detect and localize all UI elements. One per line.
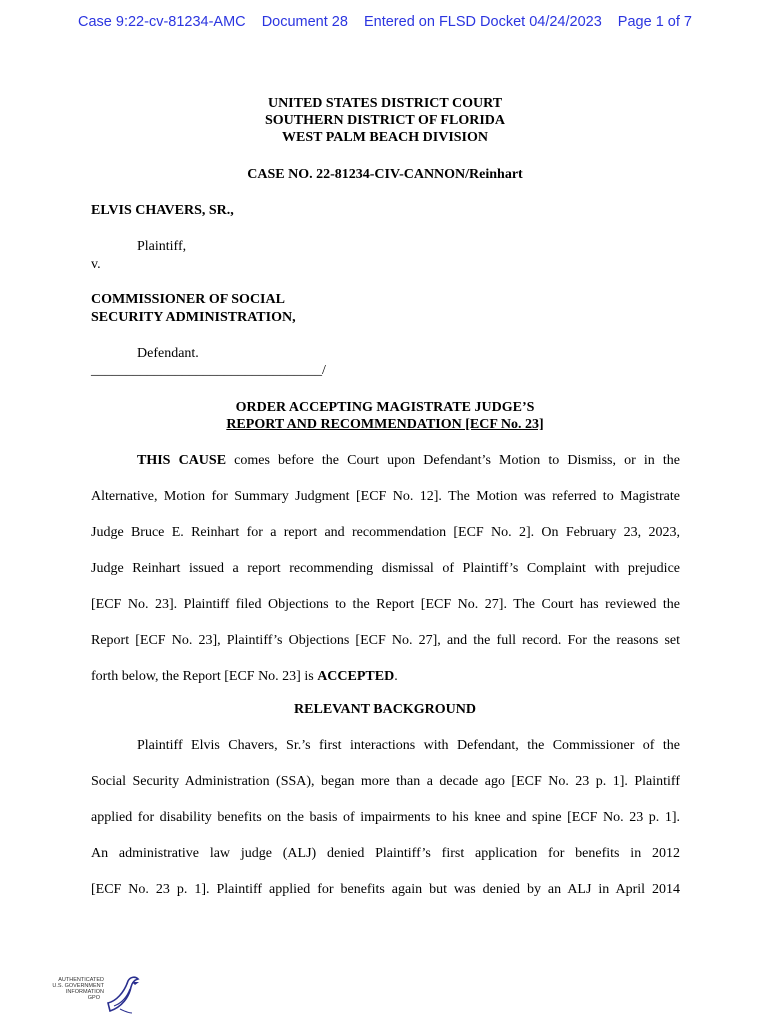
paragraph-intro [91, 452, 680, 704]
case-number: CASE NO. 22-81234-CIV-CANNON/Reinhart [247, 167, 523, 182]
paragraph-line: Judge Bruce E. Reinhart for a report and recommendation [ECF No. 2]. On February 23, 2023, [91, 525, 680, 540]
paragraph-line: Judge Reinhart issued a report recommending dismissal of Plaintiff’s Complaint with prejudice [91, 561, 680, 576]
gpo-line-2: U.S. GOVERNMENT [52, 983, 104, 989]
paragraph-line: applied for disability benefits on the basis of impairments to his knee and spine [ECF No. 23 p. 1]. [91, 810, 680, 825]
paragraph-line: An administrative law judge (ALJ) denied Plaintiff’s first application for benefits in 2012 [91, 846, 680, 861]
paragraph-line [91, 668, 680, 704]
gpo-line-3: INFORMATION [65, 989, 104, 995]
paragraph-line: [ECF No. 23]. Plaintiff filed Objections to the Report [ECF No. 27]. The Court has reviewed the [91, 597, 680, 612]
paragraph-text: . [394, 669, 398, 684]
header-page-count: Page 1 of 7 [617, 14, 692, 30]
paragraph-line: Social Security Administration (SSA), began more than a decade ago [ECF No. 23 p. 1]. Plaintiff [91, 774, 680, 789]
court-line-3: WEST PALM BEACH DIVISION [281, 130, 489, 145]
caption-separator: _________________________________/ [91, 363, 326, 378]
paragraph-line [91, 452, 680, 488]
docket-header [0, 14, 770, 30]
versus: v. [91, 257, 101, 272]
defendant-name-line-2: SECURITY ADMINISTRATION, [91, 310, 296, 325]
paragraph-line: Alternative, Motion for Summary Judgment [ECF No. 12]. The Motion was referred to Magistrate [91, 489, 680, 504]
paragraph-text: comes before the Court upon Defendant’s Motion to Dismiss, or in the [226, 453, 680, 468]
gpo-authentication-seal [44, 973, 134, 1015]
court-line-1: UNITED STATES DISTRICT COURT [267, 96, 503, 111]
this-cause-lead: THIS CAUSE [137, 453, 227, 468]
plaintiff-role: Plaintiff, [137, 239, 187, 254]
paragraph-line: Report [ECF No. 23], Plaintiff’s Objections [ECF No. 27], and the full record. For the reasons set [91, 633, 680, 648]
header-entered-date: Entered on FLSD Docket 04/24/2023 [363, 14, 602, 30]
order-title [0, 399, 770, 433]
paragraph-background [91, 737, 680, 917]
header-document-number: Document 28 [261, 14, 348, 30]
header-case-number: Case 9:22-cv-81234-AMC [78, 14, 246, 30]
accepted-bold: ACCEPTED [317, 669, 395, 684]
order-title-line-2: REPORT AND RECOMMENDATION [ECF No. 23] [226, 417, 544, 432]
paragraph-line: Plaintiff Elvis Chavers, Sr.’s first interactions with Defendant, the Commissioner of the [137, 738, 680, 753]
court-line-2: SOUTHERN DISTRICT OF FLORIDA [265, 113, 505, 128]
gpo-line-1: AUTHENTICATED [58, 977, 104, 983]
defendant-name-line-1: COMMISSIONER OF SOCIAL [91, 292, 285, 307]
section-heading: RELEVANT BACKGROUND [294, 702, 476, 717]
eagle-icon [102, 973, 142, 1015]
court-name-block [0, 95, 770, 146]
plaintiff-name: ELVIS CHAVERS, SR., [91, 203, 234, 218]
paragraph-text: forth below, the Report [ECF No. 23] is [91, 669, 318, 684]
paragraph-line: [ECF No. 23 p. 1]. Plaintiff applied for benefits again but was denied by an ALJ in April 2014 [91, 882, 680, 897]
gpo-seal-text [44, 977, 104, 1001]
gpo-line-4: GPO [87, 995, 100, 1001]
defendant-role: Defendant. [137, 346, 199, 361]
order-title-line-1: ORDER ACCEPTING MAGISTRATE JUDGE’S [235, 400, 535, 415]
